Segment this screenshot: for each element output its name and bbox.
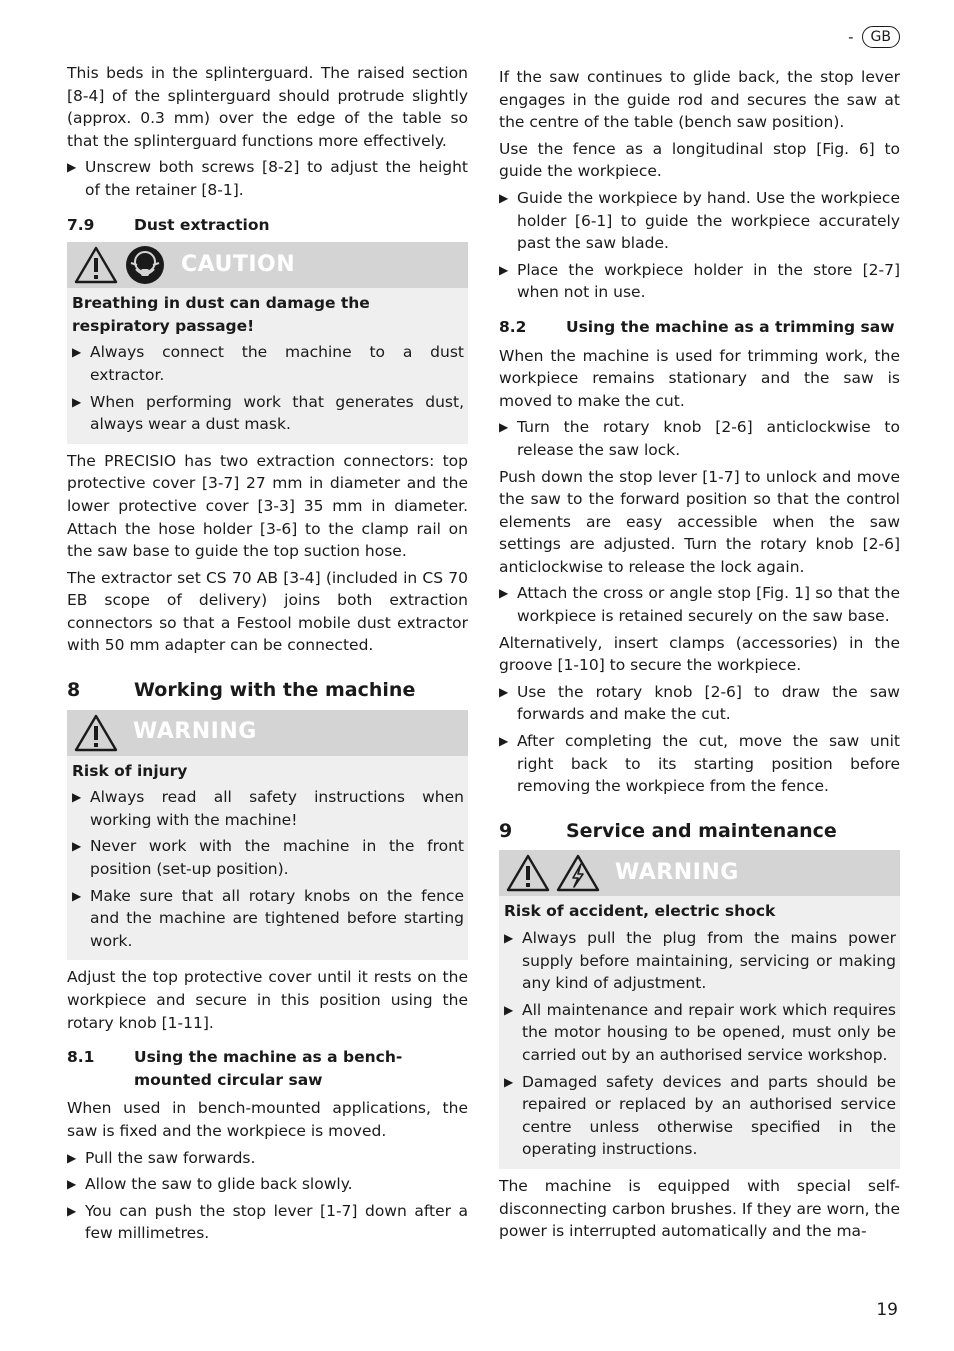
intro-paragraph: This beds in the splinterguard. The raised section [8-4] of the splinterguard should protrude slightly (approx. 0.3 mm) over the edge of the table so that the splinterguard functions more effectively. (67, 64, 468, 150)
bullet-triangle-icon: ▶ (72, 345, 82, 360)
list-item: ▶ Place the workpiece holder in the store [2-7] when not in use. (499, 259, 900, 304)
warning-lead: Risk of injury (72, 761, 188, 780)
list-item: ▶ Guide the workpiece by hand. Use the workpiece holder [6-1] to guide the workpiece accurately past the saw blade. (499, 187, 900, 255)
list-item: ▶ After completing the cut, move the saw unit right back to its starting position before removing the workpiece from the fence. (499, 730, 900, 798)
warning-label: WARNING (133, 719, 257, 745)
dust-paragraph-2: The extractor set CS 70 AB [3-4] (included in CS 70 EB scope of delivery) joins both extraction connectors so that a Festool mobile dust extractor with 50 mm adapter can be connected. (67, 568, 468, 655)
warning-triangle-icon (73, 713, 119, 753)
bullet-triangle-icon: ▶ (499, 586, 509, 601)
bullet-triangle-icon: ▶ (67, 1177, 77, 1192)
dust-mask-icon (123, 245, 167, 285)
warning-box-injury (67, 710, 468, 961)
section-heading-7-9: 7.9 Dust extraction (67, 215, 270, 234)
right-paragraph-2: Use the fence as a longitudinal stop [Fig. 6] to guide the workpiece. (499, 139, 900, 181)
warning-bar (67, 710, 468, 756)
list-item: ▶ Unscrew both screws [8-2] to adjust the height of the retainer [8-1]. (67, 156, 468, 201)
dust-paragraph-1: The PRECISIO has two extraction connectors: top protective cover [3-7] 27 mm in diameter and the lower protective cover [3-3] 35 mm in diameter. Attach the hose holder [3-6] to the clamp rail on the saw base to guide the top suction hose. (67, 451, 468, 561)
list-item: ▶ You can push the stop lever [1-7] down after a few millimetres. (67, 1200, 468, 1245)
section-9-paragraph: The machine is equipped with special self-disconnecting carbon brushes. If they are worn, the power is interrupted automatically and the ma- (499, 1176, 900, 1241)
section-8-2-paragraph-2: Push down the stop lever [1-7] to unlock and move the saw to the forward position so that the control elements are easy accessible when the saw settings are adjusted. Turn the rotary knob [2-6] anticlockwise to release the lock again. (499, 467, 900, 576)
bullet-triangle-icon: ▶ (67, 1203, 77, 1218)
bullet-triangle-icon: ▶ (504, 1074, 514, 1089)
section-8-1-paragraph: When used in bench-mounted applications, the saw is fixed and the workpiece is moved. (67, 1099, 468, 1140)
list-item: ▶ Always connect the machine to a dust extractor. (72, 341, 464, 386)
section-heading-8: 8 Working with the machine (67, 679, 416, 702)
warning-triangle-icon (73, 245, 119, 285)
left-column (67, 62, 468, 1249)
section-heading-9: 9 Service and maintenance (499, 819, 837, 842)
right-column (499, 66, 900, 1247)
list-item: ▶ Make sure that all rotary knobs on the fence and the machine are tightened before starting work. (72, 885, 464, 953)
bullet-triangle-icon: ▶ (72, 790, 82, 805)
warning-lead: Risk of accident, electric shock (504, 902, 776, 921)
bullet-triangle-icon: ▶ (67, 160, 77, 175)
caution-box (67, 242, 468, 444)
list-item: ▶ Pull the saw forwards. (67, 1147, 468, 1170)
section-8-2-paragraph-3: Alternatively, insert clamps (accessories) in the groove [1-10] to secure the workpiece. (499, 633, 900, 675)
warning-label: WARNING (615, 860, 739, 886)
bullet-triangle-icon: ▶ (499, 190, 509, 205)
list-item: ▶ Use the rotary knob [2-6] to draw the saw forwards and make the cut. (499, 681, 900, 726)
bullet-triangle-icon: ▶ (67, 1150, 77, 1165)
section-8-2-paragraph-1: When the machine is used for trimming work, the workpiece remains stationary and the saw is moved to make the cut. (499, 346, 900, 410)
section-8-paragraph: Adjust the top protective cover until it rests on the workpiece and secure in this position using the rotary knob [1-11]. (67, 968, 468, 1032)
list-item: ▶ Always read all safety instructions when working with the machine! (72, 786, 464, 831)
list-item: ▶ Turn the rotary knob [2-6] anticlockwise to release the saw lock. (499, 416, 900, 461)
bullet-triangle-icon: ▶ (504, 931, 514, 945)
bullet-triangle-icon: ▶ (72, 394, 82, 409)
warning-box-electric (499, 850, 900, 1169)
caution-lead: Breathing in dust can damage the respiratory passage! (72, 294, 370, 335)
page-number: 19 (876, 1300, 898, 1320)
bullet-triangle-icon: ▶ (499, 684, 509, 699)
header-language-tag (848, 26, 900, 49)
list-item: ▶ Always pull the plug from the mains power supply before maintaining, servicing or making any kind of adjustment. (504, 927, 896, 995)
language-badge: GB (862, 26, 900, 48)
caution-label: CAUTION (181, 251, 296, 277)
bullet-triangle-icon: ▶ (72, 888, 82, 903)
list-item: ▶ Never work with the machine in the front position (set-up position). (72, 835, 464, 880)
header-dash: - (848, 28, 854, 46)
list-item: ▶ Allow the saw to glide back slowly. (67, 1173, 468, 1196)
list-item: ▶ All maintenance and repair work which requires the motor housing to be opened, must only be carried out by an authorised service workshop. (504, 999, 896, 1067)
bullet-triangle-icon: ▶ (499, 734, 509, 749)
right-paragraph-1: If the saw continues to glide back, the stop lever engages in the guide rod and secures the saw at the centre of the table (bench saw position). (499, 68, 900, 132)
list-item: ▶ Damaged safety devices and parts should be repaired or replaced by an authorised service centre unless otherwise specified in the operating instructions. (504, 1071, 896, 1161)
bullet-triangle-icon: ▶ (499, 262, 509, 277)
section-heading-8-1: 8.1 Using the machine as a bench-mounted circular saw (67, 1048, 403, 1089)
list-item: ▶ When performing work that generates dust, always wear a dust mask. (72, 391, 464, 436)
bullet-triangle-icon: ▶ (499, 420, 509, 435)
caution-bar (67, 242, 468, 288)
warning-triangle-icon (505, 853, 551, 893)
bullet-triangle-icon: ▶ (504, 1002, 514, 1017)
bullet-triangle-icon: ▶ (72, 839, 82, 854)
list-item: ▶ Attach the cross or angle stop [Fig. 1] so that the workpiece is retained securely on the saw base. (499, 582, 900, 627)
warning-bar (499, 850, 900, 896)
section-heading-8-2: 8.2 Using the machine as a trimming saw (499, 317, 895, 336)
electric-shock-icon (555, 853, 601, 893)
